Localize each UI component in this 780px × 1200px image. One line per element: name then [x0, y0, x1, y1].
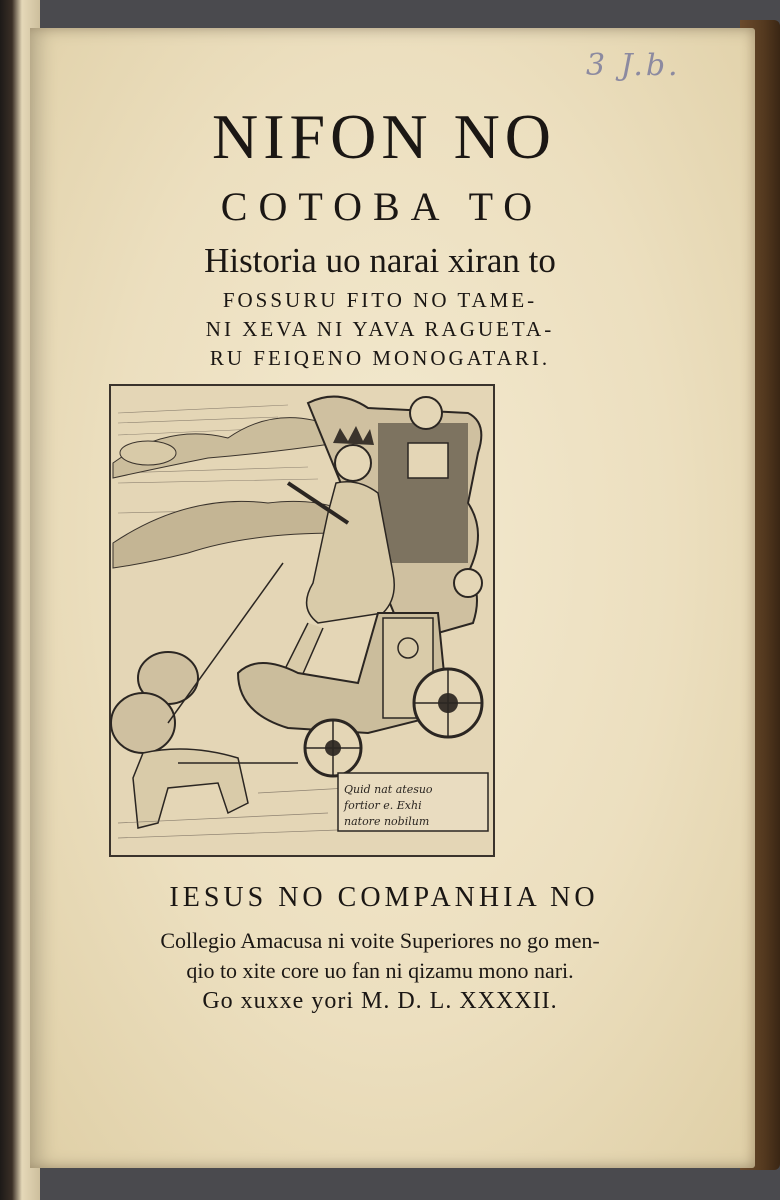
title-line-2: COTOBA TO [220, 184, 544, 229]
woodcut-caption: Quid nat atesuo fortior e. Exhi natore nobilum [344, 783, 433, 828]
shelfmark-annotation: 3 J.b. [586, 48, 681, 83]
imprint-line-3: qio to xite core uo fan ni qizamu mono nari. [186, 958, 574, 983]
imprint-line-1: IESUS NO COMPANHIA NO [169, 882, 599, 913]
title-line-3: Historia uo narai xiran to [204, 241, 556, 280]
title-line-4: FOSSURU FITO NO TAME- [222, 288, 538, 312]
title-line-1: NIFON NO [212, 101, 556, 172]
imprint-line-4: Go xuxxe yori M. D. L. XXXXII. [202, 988, 558, 1014]
title-line-5: NI XEVA NI YAVA RAGUETA- [205, 317, 555, 341]
imprint-line-2: Collegio Amacusa ni voite Superiores no go men- [160, 928, 600, 953]
title-line-6: RU FEIQENO MONOGATARI. [209, 346, 551, 370]
